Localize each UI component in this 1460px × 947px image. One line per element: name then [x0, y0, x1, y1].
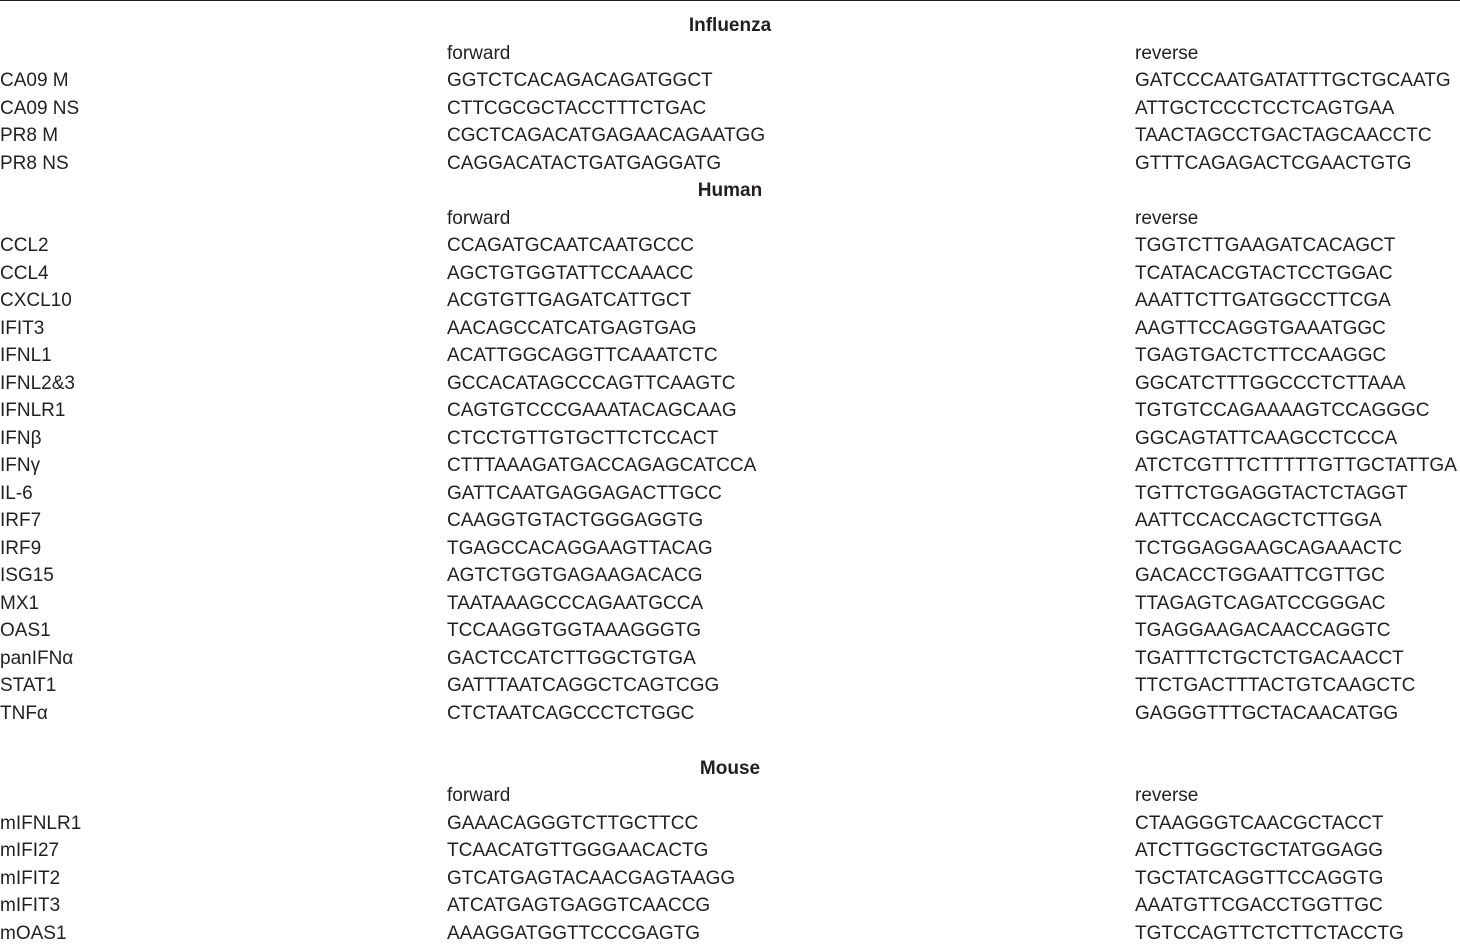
reverse-column-header: reverse [1135, 40, 1198, 68]
reverse-primer: TCATACACGTACTCCTGGAC [1135, 260, 1393, 288]
reverse-primer: TTAGAGTCAGATCCGGGAC [1135, 590, 1386, 618]
gene-name: IFNLR1 [0, 397, 65, 425]
gene-name: mIFIT3 [0, 892, 60, 920]
forward-primer: AAAGGATGGTTCCCGAGTG [447, 920, 700, 947]
table-row [0, 67, 1460, 95]
table-row [0, 892, 1460, 920]
gene-name: CA09 NS [0, 95, 79, 123]
table-row [0, 617, 1460, 645]
forward-primer: TCAACATGTTGGGAACACTG [447, 837, 708, 865]
reverse-primer: TGAGGAAGACAACCAGGTC [1135, 617, 1390, 645]
table-row [0, 150, 1460, 178]
gene-name: STAT1 [0, 672, 56, 700]
gene-name: mIFI27 [0, 837, 59, 865]
table-row [0, 672, 1460, 700]
column-header-row [0, 782, 1460, 810]
table-row [0, 260, 1460, 288]
gene-name: IL-6 [0, 480, 33, 508]
section-spacer [0, 727, 1460, 755]
section-title: Influenza [689, 12, 771, 40]
reverse-primer: GTTTCAGAGACTCGAACTGTG [1135, 150, 1412, 178]
reverse-primer: AATTCCACCAGCTCTTGGA [1135, 507, 1382, 535]
gene-name: IRF9 [0, 535, 41, 563]
forward-primer: AGTCTGGTGAGAAGACACG [447, 562, 702, 590]
table-row [0, 810, 1460, 838]
reverse-column-header: reverse [1135, 782, 1198, 810]
gene-name: OAS1 [0, 617, 51, 645]
table-row [0, 232, 1460, 260]
forward-primer: ACGTGTTGAGATCATTGCT [447, 287, 691, 315]
gene-name: mOAS1 [0, 920, 67, 947]
section-title-row [0, 177, 1460, 205]
reverse-primer: GATCCCAATGATATTTGCTGCAATG [1135, 67, 1451, 95]
gene-name: mIFNLR1 [0, 810, 81, 838]
table-row [0, 370, 1460, 398]
forward-column-header: forward [447, 40, 510, 68]
reverse-primer: ATCTCGTTTCTTTTTGTTGCTATTGA [1135, 452, 1457, 480]
reverse-primer: TGAGTGACTCTTCCAAGGC [1135, 342, 1386, 370]
gene-name: ISG15 [0, 562, 54, 590]
forward-primer: CTTTAAAGATGACCAGAGCATCCA [447, 452, 756, 480]
gene-name: CCL4 [0, 260, 49, 288]
table-row [0, 507, 1460, 535]
table-top-rule [0, 0, 1460, 1]
forward-primer: GAAACAGGGTCTTGCTTCC [447, 810, 698, 838]
forward-primer: CAAGGTGTACTGGGAGGTG [447, 507, 703, 535]
gene-name: CA09 M [0, 67, 69, 95]
forward-primer: CTCCTGTTGTGCTTCTCCACT [447, 425, 718, 453]
forward-primer: CAGTGTCCCGAAATACAGCAAG [447, 397, 737, 425]
reverse-primer: TAACTAGCCTGACTAGCAACCTC [1135, 122, 1432, 150]
gene-name: PR8 M [0, 122, 58, 150]
forward-primer: GTCATGAGTACAACGAGTAAGG [447, 865, 735, 893]
column-header-row [0, 205, 1460, 233]
forward-primer: CTCTAATCAGCCCTCTGGC [447, 700, 694, 728]
section-title: Human [698, 177, 762, 205]
reverse-primer: TGTTCTGGAGGTACTCTAGGT [1135, 480, 1408, 508]
gene-name: IFNγ [0, 452, 40, 480]
gene-name: CXCL10 [0, 287, 72, 315]
gene-name: IFNβ [0, 425, 42, 453]
gene-name: IFIT3 [0, 315, 44, 343]
table-row [0, 700, 1460, 728]
gene-name: IFNL2&3 [0, 370, 75, 398]
table-row [0, 452, 1460, 480]
reverse-primer: AAATTCTTGATGGCCTTCGA [1135, 287, 1391, 315]
forward-primer: GATTTAATCAGGCTCAGTCGG [447, 672, 719, 700]
table-row [0, 480, 1460, 508]
table-row [0, 645, 1460, 673]
forward-primer: ACATTGGCAGGTTCAAATCTC [447, 342, 718, 370]
table-row [0, 562, 1460, 590]
reverse-primer: GACACCTGGAATTCGTTGC [1135, 562, 1385, 590]
table-row [0, 397, 1460, 425]
reverse-primer: TTCTGACTTTACTGTCAAGCTC [1135, 672, 1415, 700]
reverse-primer: GGCAGTATTCAAGCCTCCCA [1135, 425, 1397, 453]
table-row [0, 535, 1460, 563]
reverse-primer: ATCTTGGCTGCTATGGAGG [1135, 837, 1383, 865]
forward-primer: GACTCCATCTTGGCTGTGA [447, 645, 696, 673]
reverse-primer: TGTCCAGTTCTCTTCTACCTG [1135, 920, 1404, 947]
forward-primer: TCCAAGGTGGTAAAGGGTG [447, 617, 701, 645]
reverse-primer: AAGTTCCAGGTGAAATGGC [1135, 315, 1386, 343]
forward-primer: CGCTCAGACATGAGAACAGAATGG [447, 122, 765, 150]
gene-name: IFNL1 [0, 342, 52, 370]
section-title-row [0, 12, 1460, 40]
table-row [0, 122, 1460, 150]
gene-name: PR8 NS [0, 150, 69, 178]
reverse-primer: TGATTTCTGCTCTGACAACCT [1135, 645, 1404, 673]
forward-primer: GCCACATAGCCCAGTTCAAGTC [447, 370, 736, 398]
section-title: Mouse [700, 755, 760, 783]
forward-primer: TAATAAAGCCCAGAATGCCA [447, 590, 703, 618]
reverse-primer: TGCTATCAGGTTCCAGGTG [1135, 865, 1383, 893]
forward-column-header: forward [447, 782, 510, 810]
forward-primer: GATTCAATGAGGAGACTTGCC [447, 480, 722, 508]
reverse-primer: TGGTCTTGAAGATCACAGCT [1135, 232, 1395, 260]
table-row [0, 287, 1460, 315]
gene-name: panIFNα [0, 645, 73, 673]
table-row [0, 425, 1460, 453]
forward-column-header: forward [447, 205, 510, 233]
gene-name: CCL2 [0, 232, 49, 260]
gene-name: IRF7 [0, 507, 41, 535]
table-row [0, 865, 1460, 893]
reverse-primer: AAATGTTCGACCTGGTTGC [1135, 892, 1383, 920]
forward-primer: TGAGCCACAGGAAGTTACAG [447, 535, 713, 563]
primer-table [0, 12, 1460, 947]
reverse-column-header: reverse [1135, 205, 1198, 233]
forward-primer: AGCTGTGGTATTCCAAACC [447, 260, 693, 288]
reverse-primer: TGTGTCCAGAAAAGTCCAGGGC [1135, 397, 1430, 425]
section-title-row [0, 755, 1460, 783]
table-row [0, 590, 1460, 618]
gene-name: MX1 [0, 590, 39, 618]
table-row [0, 342, 1460, 370]
column-header-row [0, 40, 1460, 68]
reverse-primer: GGCATCTTTGGCCCTCTTAAA [1135, 370, 1406, 398]
forward-primer: CCAGATGCAATCAATGCCC [447, 232, 694, 260]
gene-name: TNFα [0, 700, 48, 728]
table-row [0, 95, 1460, 123]
reverse-primer: CTAAGGGTCAACGCTACCT [1135, 810, 1383, 838]
forward-primer: CAGGACATACTGATGAGGATG [447, 150, 721, 178]
forward-primer: GGTCTCACAGACAGATGGCT [447, 67, 713, 95]
gene-name: mIFIT2 [0, 865, 60, 893]
table-row [0, 315, 1460, 343]
reverse-primer: ATTGCTCCCTCCTCAGTGAA [1135, 95, 1394, 123]
reverse-primer: GAGGGTTTGCTACAACATGG [1135, 700, 1398, 728]
forward-primer: ATCATGAGTGAGGTCAACCG [447, 892, 710, 920]
forward-primer: CTTCGCGCTACCTTTCTGAC [447, 95, 706, 123]
table-row [0, 837, 1460, 865]
forward-primer: AACAGCCATCATGAGTGAG [447, 315, 697, 343]
table-row [0, 920, 1460, 947]
reverse-primer: TCTGGAGGAAGCAGAAACTC [1135, 535, 1402, 563]
